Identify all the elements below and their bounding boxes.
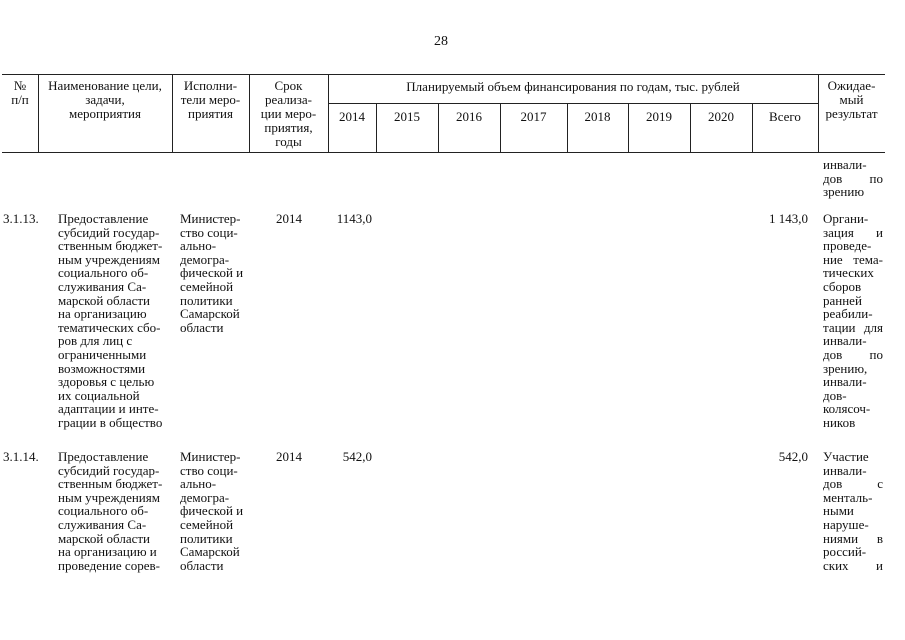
header-name: Наименование цели, задачи, мероприятия: [48, 78, 162, 121]
row-value-total: 542,0: [778, 449, 808, 464]
header-year-2016: 2016: [456, 109, 482, 124]
continuation-result: инвали- дов по зрению: [823, 157, 883, 200]
row-number: 3.1.13.: [3, 211, 39, 226]
header-year-2017: 2017: [520, 109, 547, 124]
header-year-2018: 2018: [584, 109, 611, 124]
header-term: Срок реализа- ции меро- приятия, годы: [260, 78, 317, 149]
header-year-2014: 2014: [339, 109, 365, 124]
row-number: 3.1.14.: [3, 449, 39, 464]
row-value-total: 1 143,0: [769, 211, 808, 226]
row-result: Участие инвали- дов с менталь- ными наруше- ниями в россий- ских и: [823, 449, 883, 573]
header-num: № п/п: [11, 78, 29, 107]
row-value-2014: 542,0: [342, 449, 372, 464]
header-year-2015: 2015: [394, 109, 420, 124]
header-year-2020: 2020: [708, 109, 734, 124]
row-result: Органи- зация и проведе- ние тема- тических сборов ранней реабили- тации для инвали- дов по зрению, инвали- дов- колясоч- ников: [823, 211, 883, 430]
row-executor: Министер- ство соци- ально- демогра- фической и семейной политики Самарской области: [180, 211, 244, 335]
row-value-2014: 1143,0: [336, 211, 372, 226]
header-funding-title: Планируемый объем финансирования по годам, тыс. рублей: [406, 79, 740, 94]
header-result: Ожидае- мый результат: [825, 78, 878, 121]
page-number: 28: [434, 34, 448, 49]
row-name: Предоставление субсидий государ- ственным бюджет- ным учреждениям социального об- служивания Са- марской области на организацию тематических сбо- ров для лиц с ограниченными возможностями здоровья с целью их социальной адаптации и инте- грации в общество: [58, 211, 163, 430]
header-year-2019: 2019: [646, 109, 672, 124]
row-term: 2014: [276, 211, 302, 226]
header-total: Всего: [769, 109, 801, 124]
row-term: 2014: [276, 449, 302, 464]
header-executors: Исполни- тели меро- приятия: [180, 78, 241, 121]
row-name: Предоставление субсидий государ- ственным бюджет- ным учреждениям социального об- служивания Са- марской области на организацию и проведение сорев-: [58, 449, 163, 573]
row-executor: Министер- ство соци- ально- демогра- фической и семейной политики Самарской области: [180, 449, 244, 573]
